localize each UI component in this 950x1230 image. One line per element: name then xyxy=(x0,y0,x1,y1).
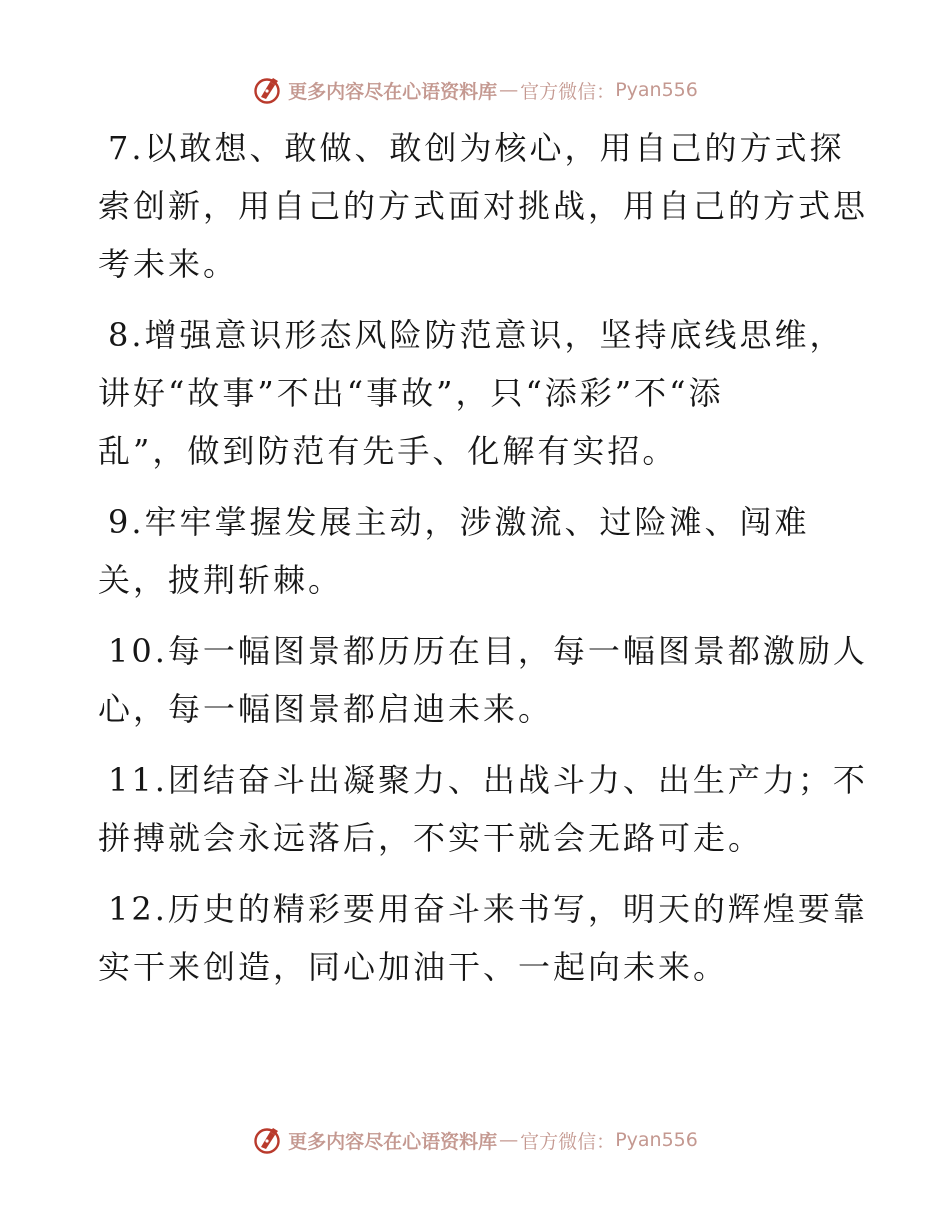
list-item-8 xyxy=(98,306,858,480)
list-item-12 xyxy=(98,880,868,996)
paragraph-line: 实干来创造，同心加油干、一起向未来。 xyxy=(98,948,729,986)
paragraph-line: 讲好“故事”不出“事故”，只“添彩”不“添 xyxy=(98,374,724,412)
paragraph-line: 关，披荆斩棘。 xyxy=(98,561,344,599)
list-item-9 xyxy=(98,493,858,609)
document-body xyxy=(98,119,869,1009)
pen-nib-logo-icon xyxy=(252,1125,282,1155)
paragraph-line: 10.每一幅图景都历历在目，每一幅图景都激励人 xyxy=(108,632,868,670)
banner-wechat-label: 官方微信： xyxy=(520,80,616,103)
paragraph-line: 7.以敢想、敢做、敢创为核心，用自己的方式探 xyxy=(108,129,845,167)
paragraph-line: 拼搏就会永远落后，不实干就会无路可走。 xyxy=(98,819,764,857)
list-item-7 xyxy=(98,119,869,293)
banner-dash: — xyxy=(499,79,519,101)
header-banner xyxy=(0,70,950,110)
list-item-10 xyxy=(98,622,868,738)
paragraph-line: 乱”，做到防范有先手、化解有实招。 xyxy=(98,432,678,470)
banner-brand-text: 更多内容尽在心语资料库 xyxy=(288,80,498,103)
footer-banner xyxy=(0,1120,950,1160)
banner-wechat-id: Pyan556 xyxy=(615,79,698,101)
paragraph-line: 索创新，用自己的方式面对挑战，用自己的方式思 xyxy=(98,187,869,225)
paragraph-line: 9.牢牢掌握发展主动，涉激流、过险滩、闯难 xyxy=(108,503,810,541)
paragraph-line: 心，每一幅图景都启迪未来。 xyxy=(98,690,554,728)
banner-wechat-label: 官方微信： xyxy=(520,1130,616,1153)
banner-brand-text: 更多内容尽在心语资料库 xyxy=(288,1130,498,1153)
paragraph-line: 11.团结奋斗出凝聚力、出战斗力、出生产力；不 xyxy=(108,761,868,799)
paragraph-line: 12.历史的精彩要用奋斗来书写，明天的辉煌要靠 xyxy=(108,890,868,928)
paragraph-line: 考未来。 xyxy=(98,245,239,283)
list-item-11 xyxy=(98,751,868,867)
paragraph-line: 8.增强意识形态风险防范意识，坚持底线思维， xyxy=(108,316,845,354)
banner-wechat-id: Pyan556 xyxy=(615,1129,698,1151)
pen-nib-logo-icon xyxy=(252,75,282,105)
banner-dash: — xyxy=(499,1129,519,1151)
